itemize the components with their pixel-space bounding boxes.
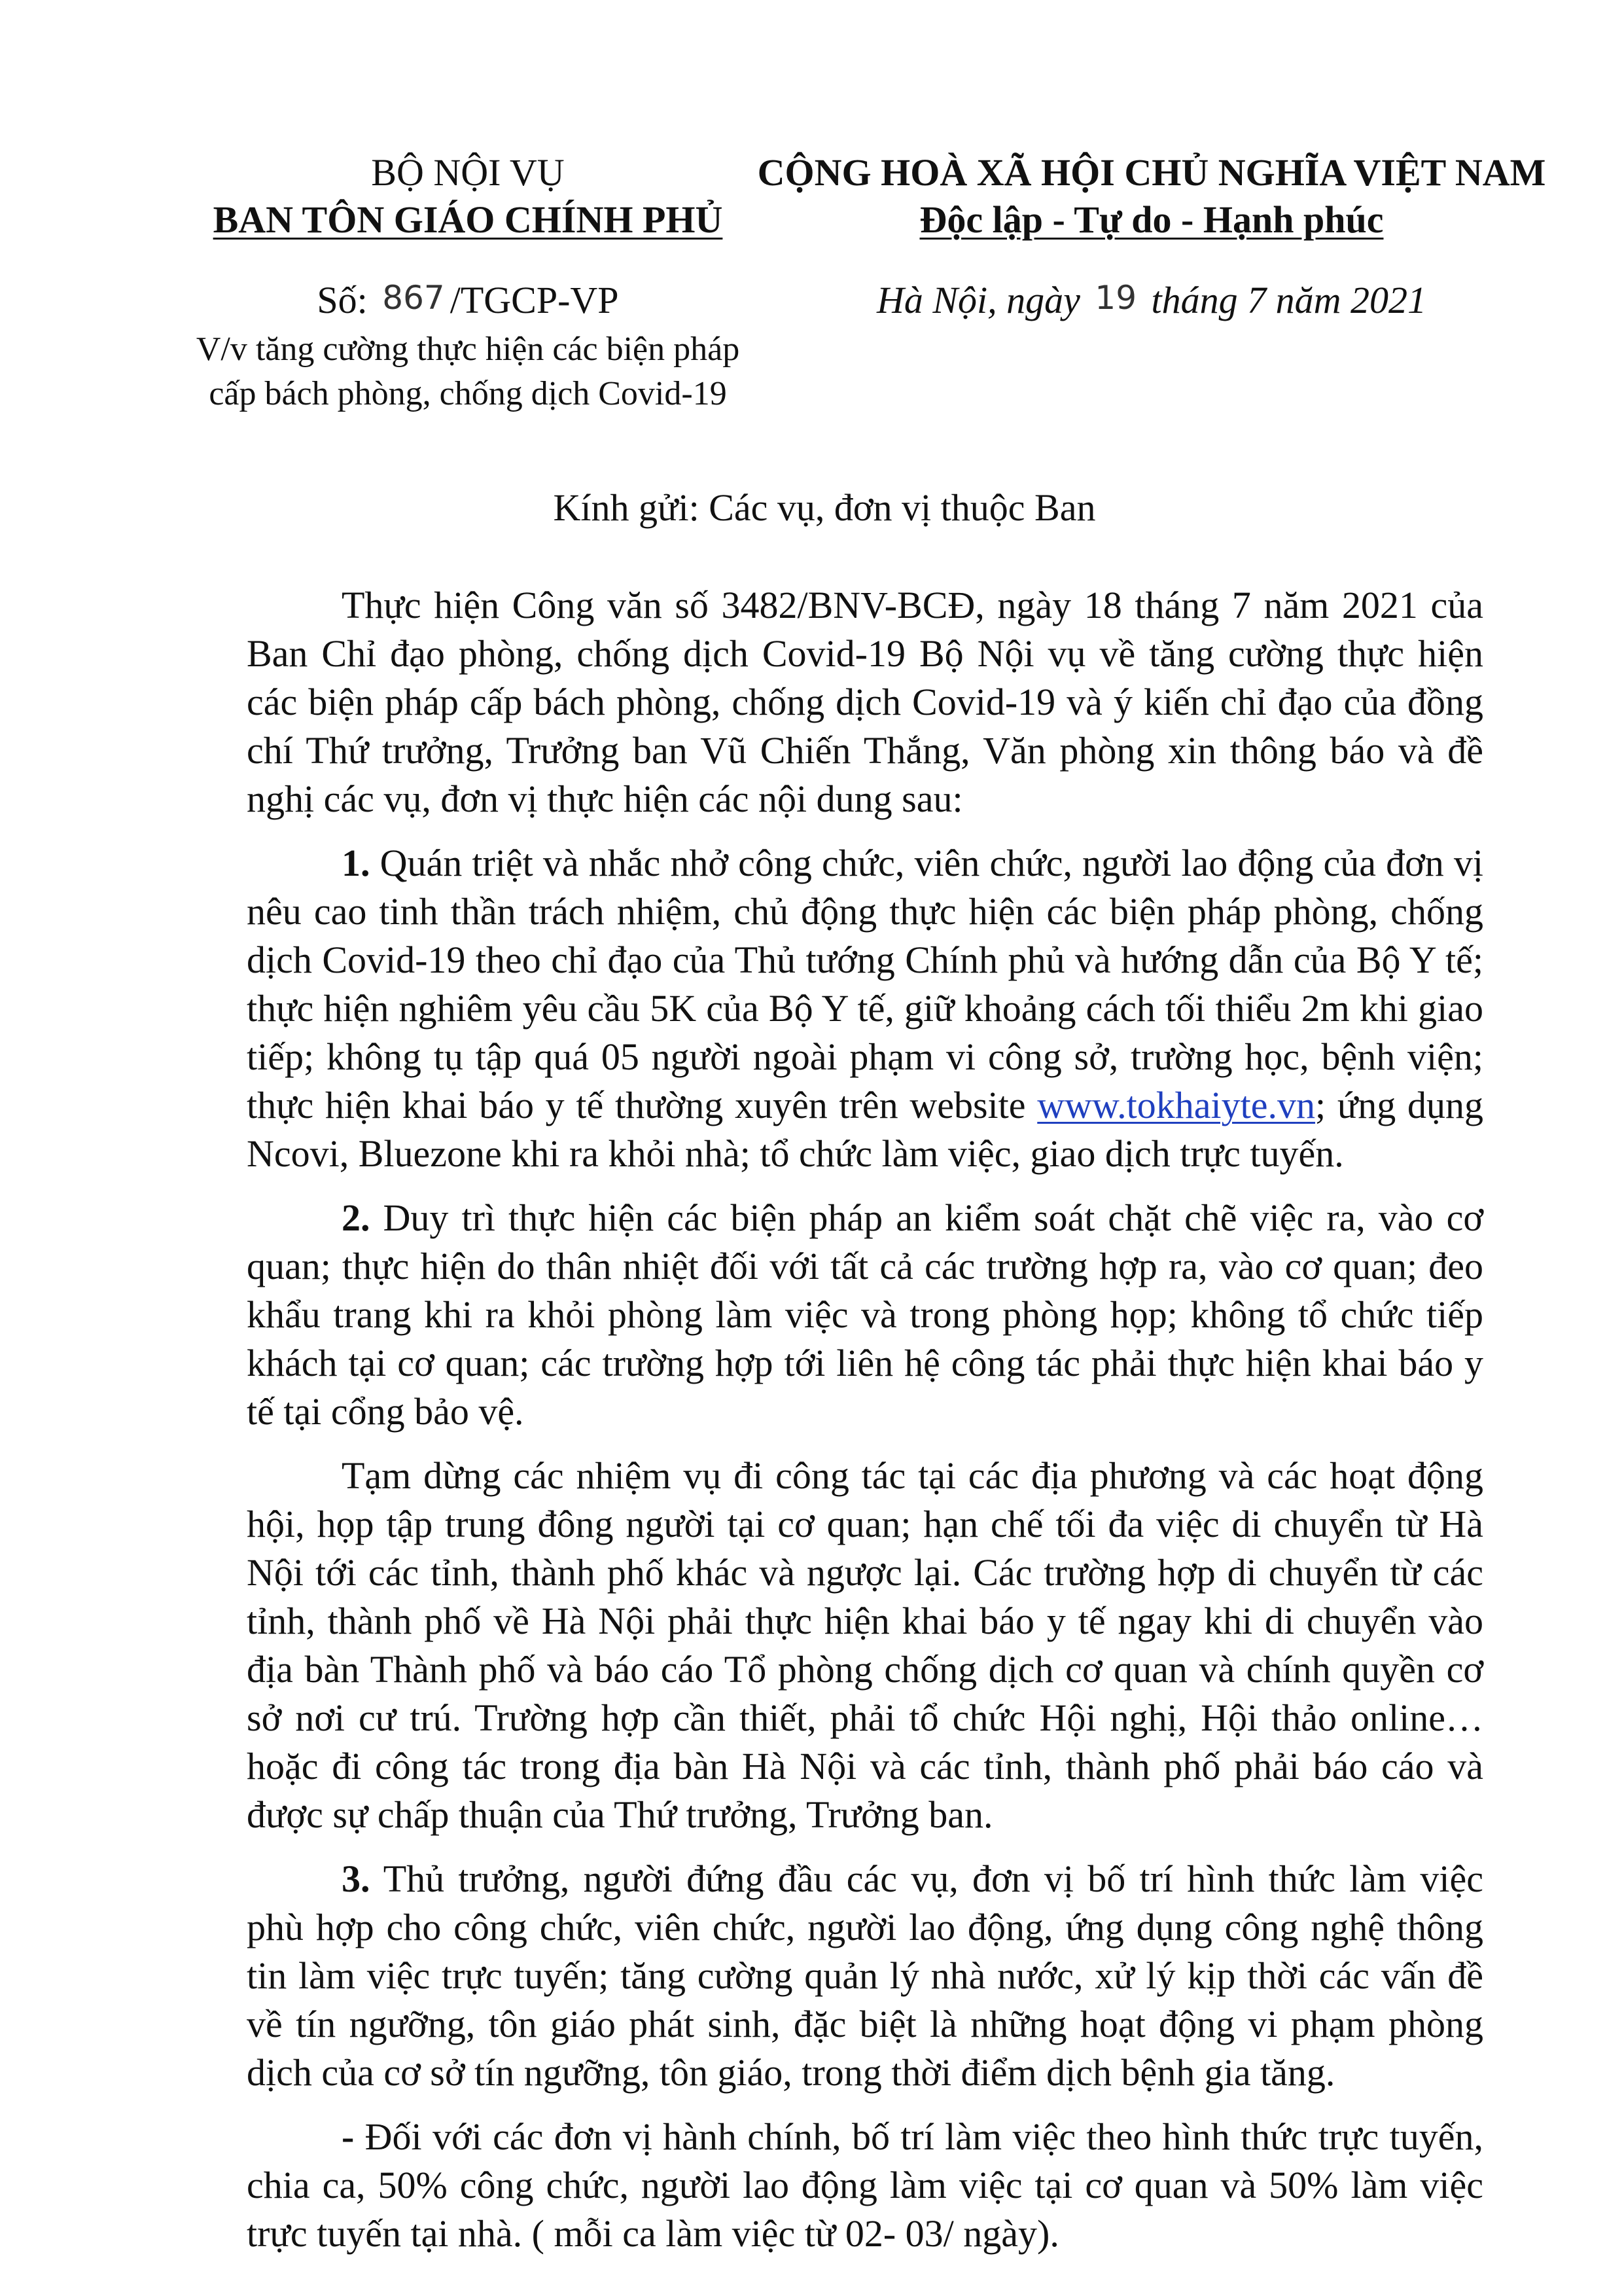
item-3-paragraph — [247, 1855, 1483, 2097]
item-2-paragraph — [247, 1194, 1483, 1436]
agency-header — [164, 149, 772, 243]
item-2-text: Duy trì thực hiện các biện pháp an kiểm soát chặt chẽ việc ra, vào cơ quan; thực hiện do thân nhiệt đối với tất cả các trường hợp ra, vào cơ quan; đeo khẩu trang khi ra khỏi phòng làm việc và trong phòng họp; không tổ chức tiếp khách tại cơ quan; các trường hợp tới liên hệ công tác phải thực hiện khai báo y tế tại cổng bảo vệ. — [247, 1196, 1483, 1433]
doc-number-handwritten: 867 — [382, 279, 445, 317]
doc-number-prefix: Số: — [317, 279, 368, 321]
national-header — [746, 149, 1557, 243]
item-1-number: 1. — [342, 842, 370, 884]
item-1-paragraph — [247, 839, 1483, 1178]
item-2-sub-paragraph: Tạm dừng các nhiệm vụ đi công tác tại các địa phương và các hoạt động hội, họp tập trung đông người tại cơ quan; hạn chế tối đa việc di chuyển từ Hà Nội tới các tỉnh, thành phố khác và ngược lại. Các trường hợp di chuyển từ các tỉnh, thành phố về Hà Nội phải thực hiện khai báo y tế ngay khi di chuyển vào địa bàn Thành phố và báo cáo Tổ phòng chống dịch cơ quan và chính quyền cơ sở nơi cư trú. Trường hợp cần thiết, phải tổ chức Hội nghị, Hội thảo online… hoặc đi công tác trong địa bàn Hà Nội và các tỉnh, thành phố phải báo cáo và được sự chấp thuận của Thứ trưởng, Trưởng ban. — [247, 1454, 1483, 1836]
document-subject — [164, 327, 772, 416]
item-1-text: Quán triệt và nhắc nhở công chức, viên chức, người lao động của đơn vị nêu cao tinh thần trách nhiệm, chủ động thực hiện các biện pháp phòng, chống dịch Covid-19 theo chỉ đạo của Thủ tướng Chính phủ và hướng dẫn của Bộ Y tế; thực hiện nghiêm yêu cầu 5K của Bộ Y tế, giữ khoảng cách tối thiểu 2m khi giao tiếp; không tụ tập quá 05 người ngoài phạm vi công sở, trường học, bệnh viện; thực hiện khai báo y tế thường xuyên trên website — [247, 842, 1483, 1126]
item-3-number: 3. — [342, 1857, 370, 1900]
ministry-name: BỘ NỘI VỤ — [371, 151, 565, 194]
intro-paragraph: Thực hiện Công văn số 3482/BNV-BCĐ, ngày 18 tháng 7 năm 2021 của Ban Chỉ đạo phòng, chống dịch Covid-19 Bộ Nội vụ về tăng cường thực hiện các biện pháp cấp bách phòng, chống dịch Covid-19 và ý kiến chỉ đạo của đồng chí Thứ trưởng, Trưởng ban Vũ Chiến Thắng, Văn phòng xin thông báo và đề nghị các vụ, đơn vị thực hiện các nội dung sau: — [247, 584, 1483, 820]
date-year: năm 2021 — [1275, 279, 1427, 321]
doc-number-suffix: /TGCP-VP — [450, 279, 619, 321]
item-3-text: Thủ trưởng, người đứng đầu các vụ, đơn vị bố trí hình thức làm việc phù hợp cho công chức, viên chức, người lao động, ứng dụng công nghệ thông tin làm việc trực tuyến; tăng cường quản lý nhà nước, xử lý kịp thời các vấn đề về tín ngưỡng, tôn giáo phát sinh, đặc biệt là những hoạt động vi phạm phòng dịch của cơ sở tín ngưỡng, tôn giáo, trong thời điểm dịch bệnh gia tăng. — [247, 1857, 1484, 2094]
item-3-sub-paragraph — [247, 2113, 1483, 2258]
item-3-dash: - — [342, 2115, 355, 2158]
tokhaiyte-link[interactable]: www.tokhaiyte.vn — [1037, 1084, 1315, 1126]
agency-name — [164, 196, 772, 243]
subject-line-1: V/v tăng cường thực hiện các biện pháp — [196, 331, 740, 368]
item-2-number: 2. — [342, 1196, 370, 1239]
document-number — [164, 278, 772, 322]
date-place: Hà Nội, ngày — [876, 279, 1080, 321]
document-body — [247, 581, 1483, 2274]
subject-line-2: cấp bách phòng, chống dịch Covid-19 — [209, 375, 727, 412]
date-month-label: tháng — [1151, 279, 1238, 321]
item-1-text-continued: ; ứng dụng Ncovi, Bluezone khi ra khỏi nhà; tổ chức làm việc, giao dịch trực tuyến. — [247, 1084, 1483, 1175]
country-name: CỘNG HOÀ XÃ HỘI CHỦ NGHĨA VIỆT NAM — [757, 151, 1546, 194]
document-date — [746, 278, 1557, 322]
date-day-handwritten: 19 — [1095, 279, 1137, 317]
agency-name-text: BAN TÔN GIÁO CHÍNH PHỦ — [213, 198, 723, 241]
national-motto — [746, 196, 1557, 243]
recipient-line: Kính gửi: Các vụ, đơn vị thuộc Ban — [553, 486, 1096, 529]
national-motto-text: Độc lập - Tự do - Hạnh phúc — [919, 198, 1384, 241]
item-3-sub-text: Đối với các đơn vị hành chính, bố trí làm việc theo hình thức trực tuyến, chia ca, 50% công chức, người lao động làm việc tại cơ quan và 50% làm việc trực tuyến tại nhà. ( mỗi ca làm việc từ 02- 03/ ngày). — [247, 2115, 1483, 2255]
date-month: 7 — [1247, 279, 1267, 321]
